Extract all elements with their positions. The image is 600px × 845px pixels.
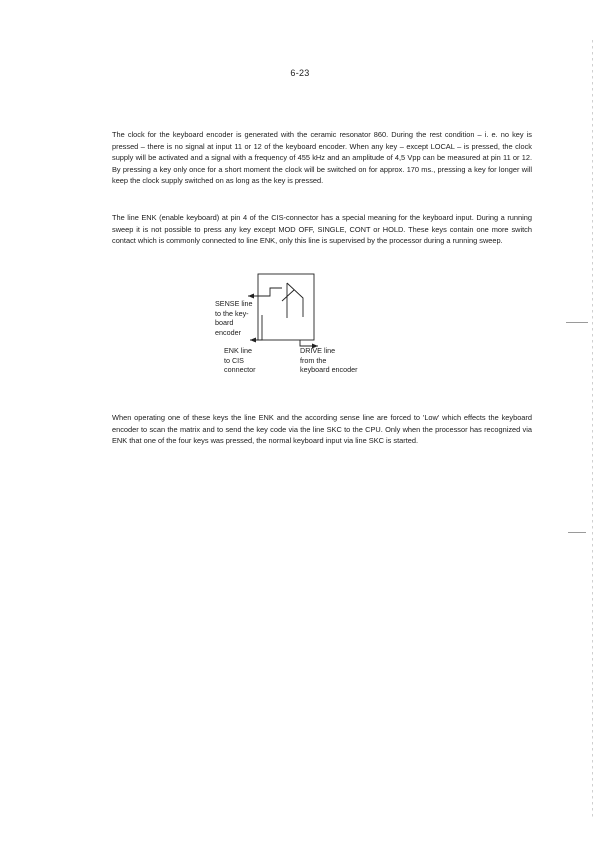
- enk-line-label: ENK line to CIS connector: [224, 346, 256, 375]
- scan-edge-artifact: [592, 40, 594, 820]
- paragraph-clock: The clock for the keyboard encoder is generated with the ceramic resonator 860. During the rest condition – i. e. no key is pressed – there is no signal at input 11 or 12 of the keyboard encoder. When any key – except LOCAL – is pressed, the clock supply will be activated and a signal with a frequency of 455 kHz and an amplitude of 4,5 Vpp can be measured at pin 11 or 12. By pressing a key only once for a short moment the clock will be switched on for approx. 170 ms., pressing a key for longer will keep the clock supply switched on as long as the key is pressed.: [112, 130, 532, 186]
- page-number: 6-23: [290, 68, 310, 78]
- switch-lever: [282, 290, 294, 301]
- scan-mark: [566, 322, 588, 323]
- enk-arrow: [250, 338, 256, 343]
- scan-mark: [568, 532, 586, 533]
- switch-box: [258, 274, 314, 340]
- switch-contact: [287, 283, 303, 317]
- drive-line-label: DRIVE line from the keyboard encoder: [300, 346, 358, 375]
- sense-line-label: SENSE line to the key- board encoder: [215, 299, 253, 337]
- paragraph-enk-line: The line ENK (enable keyboard) at pin 4 of the CIS-connector has a special meaning for the keyboard input. During a running sweep it is not possible to press any key except MOD OFF, SINGLE, CONT or HOLD. These keys contain one more switch contact which is commonly connected to line ENK, only this line is supervised by the processor during a running sweep.: [112, 213, 532, 246]
- sense-arrow: [248, 294, 254, 299]
- paragraph-operation: When operating one of these keys the line ENK and the according sense line are forced to 'Low' which effects the keyboard encoder to scan the matrix and to send the key code via the line SKC to the CPU. Only when the processor has recognized via ENK that one of the four keys was pressed, the normal keyboard input via line SKC is started.: [112, 413, 532, 446]
